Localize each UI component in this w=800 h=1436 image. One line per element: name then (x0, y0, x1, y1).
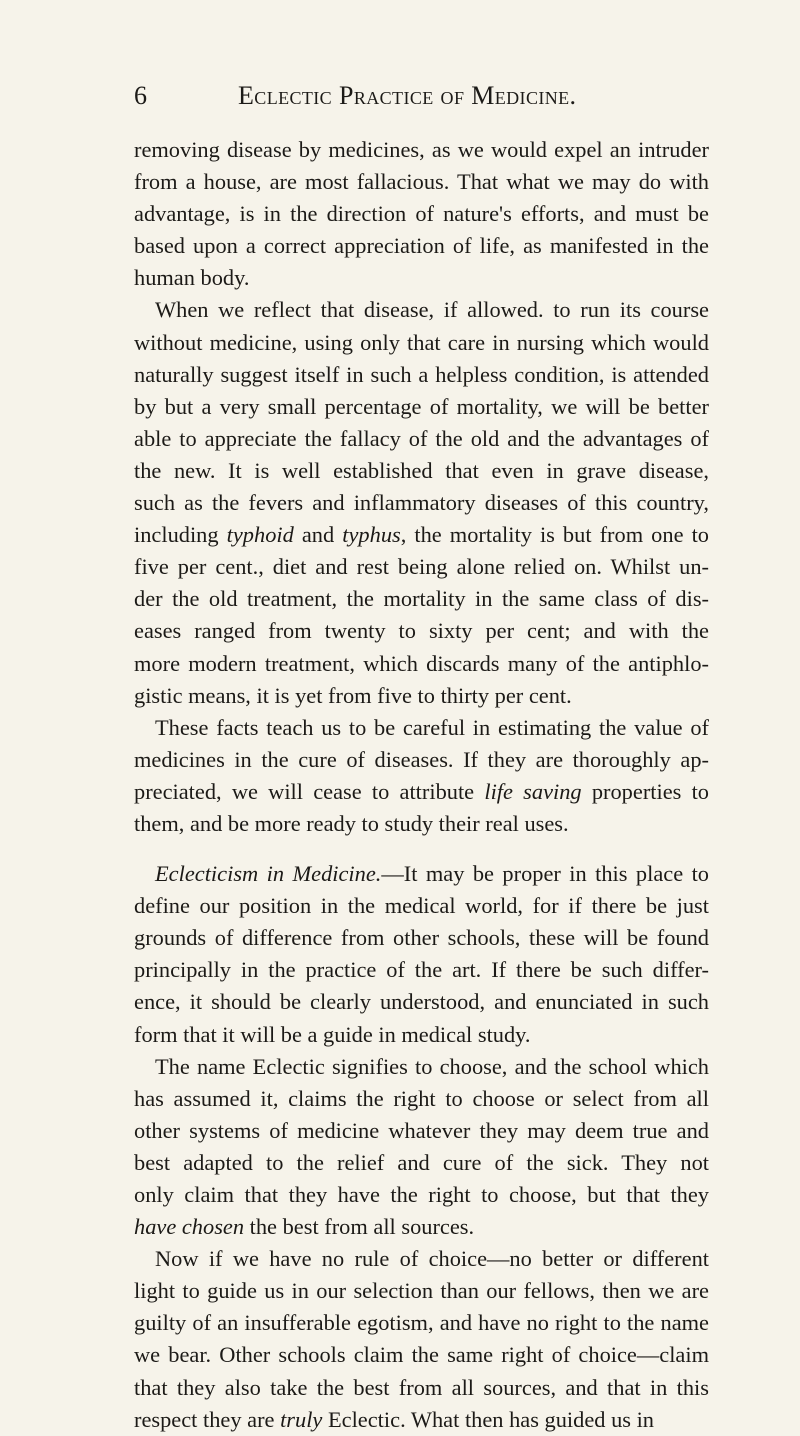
paragraph (134, 134, 709, 294)
paragraph (134, 1243, 709, 1436)
page-header (0, 76, 800, 116)
running-head: Eclectic Practice of Medicine. (238, 81, 577, 110)
text-line: able to appreciate the fallacy of the old and the advantages of (134, 425, 709, 451)
text-line: five per cent., diet and rest being alone relied on. Whilst un- (134, 554, 709, 580)
text-line: best adapted to the relief and cure of the sick. They not (134, 1149, 709, 1175)
text-line: eases ranged from twenty to sixty per cent; and with the (134, 618, 709, 644)
text-line: principally in the practice of the art. If there be such differ- (134, 957, 709, 983)
text-line: human body. (134, 265, 250, 291)
text-line: These facts teach us to be careful in estimating the value of (155, 714, 709, 740)
paragraph (134, 1051, 709, 1244)
text-line: such as the fevers and inflammatory diseases of this country, (134, 490, 709, 516)
text-line: more modern treatment, which discards many of the antiphlo- (134, 650, 709, 676)
text-line: only claim that they have the right to choose, but that they (134, 1182, 709, 1207)
text-line: Eclecticism in Medicine.—It may be proper in this place to (155, 861, 709, 887)
page-number: 6 (134, 81, 147, 110)
paragraph (134, 712, 709, 840)
text-line: from a house, are most fallacious. That what we may do with (134, 169, 709, 195)
text-line: the new. It is well established that even in grave disease, (134, 457, 709, 483)
text-line: has assumed it, claims the right to choose or select from all (134, 1085, 709, 1111)
text-line: removing disease by medicines, as we would expel an intruder (134, 137, 709, 162)
text-line: define our position in the medical world, for if there be just (134, 893, 709, 919)
text-line: including typhoid and typhus, the mortality is but from one to (134, 522, 709, 548)
paragraph (134, 294, 709, 711)
text-line: we bear. Other schools claim the same right of choice—claim (134, 1342, 709, 1368)
text-line: without medicine, using only that care in nursing which would (134, 329, 709, 355)
text-line: other systems of medicine whatever they may deem true and (134, 1117, 709, 1143)
text-line: naturally suggest itself in such a helpless condition, is attended (134, 361, 709, 387)
text-line: have chosen the best from all sources. (134, 1214, 475, 1240)
text-line: grounds of difference from other schools, these will be found (134, 925, 709, 951)
text-line: light to guide us in our selection than our fellows, then we are (134, 1278, 709, 1304)
text-line: preciated, we will cease to attribute life saving properties to (134, 778, 709, 804)
text-line: them, and be more ready to study their real uses. (134, 810, 569, 836)
text-line: guilty of an insufferable egotism, and have no right to the name (134, 1310, 709, 1336)
text-line: When we reflect that disease, if allowed. to run its course (155, 297, 709, 323)
text-line: gistic means, it is yet from five to thirty per cent. (134, 682, 572, 708)
body-text (134, 134, 709, 1436)
text-line: advantage, is in the direction of nature's efforts, and must be (134, 201, 709, 227)
text-line: based upon a correct appreciation of life, as manifested in the (134, 233, 709, 259)
text-line: respect they are truly Eclectic. What then has guided us in (134, 1406, 654, 1432)
section-paragraph (134, 858, 709, 1051)
text-line: medicines in the cure of diseases. If they are thoroughly ap- (134, 746, 709, 772)
text-line: The name Eclectic signifies to choose, and the school which (155, 1053, 709, 1079)
text-line: form that it will be a guide in medical study. (134, 1021, 531, 1047)
text-line: that they also take the best from all sources, and that in this (134, 1374, 709, 1400)
text-line: der the old treatment, the mortality in the same class of dis- (134, 586, 709, 612)
text-line: by but a very small percentage of mortality, we will be better (134, 393, 709, 419)
text-line: ence, it should be clearly understood, and enunciated in such (134, 989, 709, 1015)
text-line: Now if we have no rule of choice—no better or different (155, 1246, 709, 1272)
